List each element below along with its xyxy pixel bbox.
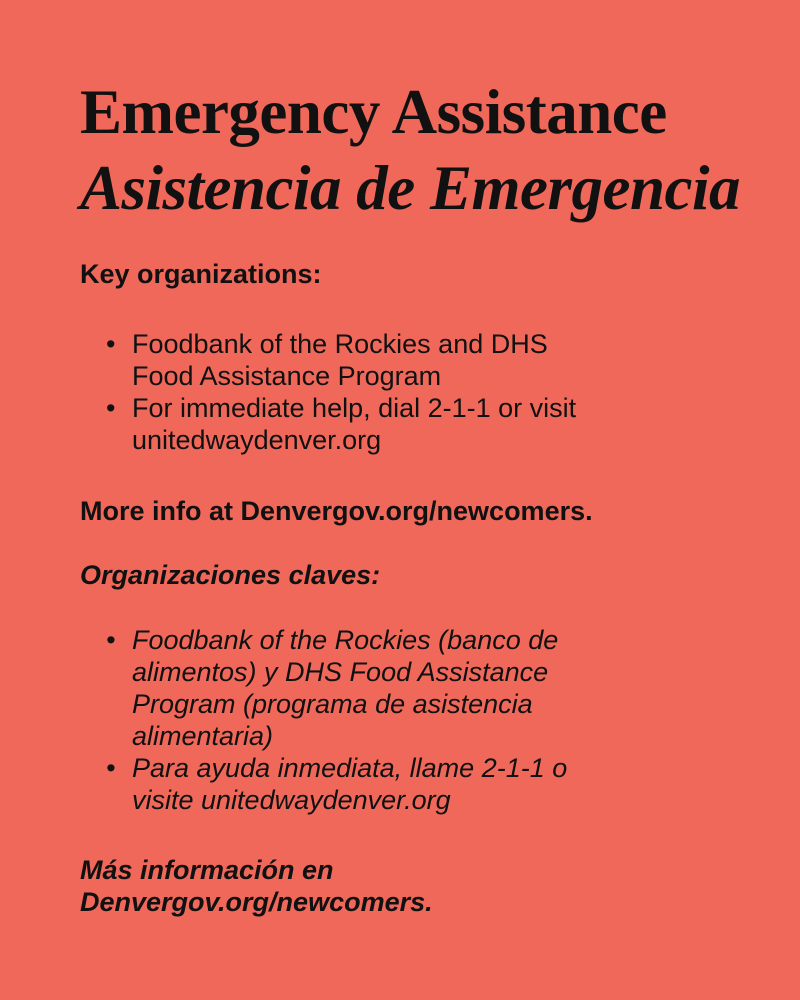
list-item-line: Foodbank of the Rockies (banco de [132,625,559,655]
bullet-icon: • [106,753,116,783]
list-item-line: unitedwaydenver.org [132,425,382,455]
list-item-line: Food Assistance Program [132,361,442,391]
list-item-line: Foodbank of the Rockies and DHS [132,329,548,359]
list-item-line: visite unitedwaydenver.org [132,785,451,815]
list-item-line: Para ayuda inmediata, llame 2-1-1 o [132,753,568,783]
list-item-line: Program (programa de asistencia [132,689,533,719]
list-item [106,328,732,392]
list-item [106,392,732,456]
more-info-spanish-line: Más información en [80,855,334,885]
bullet-icon: • [106,393,116,423]
list-item [106,624,732,752]
title-spanish: Asistencia de Emergencia [80,153,740,223]
more-info-english: More info at Denvergov.org/newcomers. [80,496,593,526]
more-info-spanish-line: Denvergov.org/newcomers. [80,887,433,917]
heading-organizaciones-claves: Organizaciones claves: [80,560,381,590]
list-item-line: alimentaria) [132,721,274,751]
bullet-icon: • [106,329,116,359]
english-organization-list [106,328,732,456]
heading-key-organizations: Key organizations: [80,259,322,289]
list-item-line: alimentos) y DHS Food Assistance [132,657,549,687]
list-item [106,752,732,816]
more-info-spanish [80,854,433,918]
bullet-icon: • [106,625,116,655]
title-english: Emergency Assistance [80,77,667,147]
list-item-line: For immediate help, dial 2-1-1 or visit [132,393,577,423]
spanish-organization-list [106,624,732,816]
